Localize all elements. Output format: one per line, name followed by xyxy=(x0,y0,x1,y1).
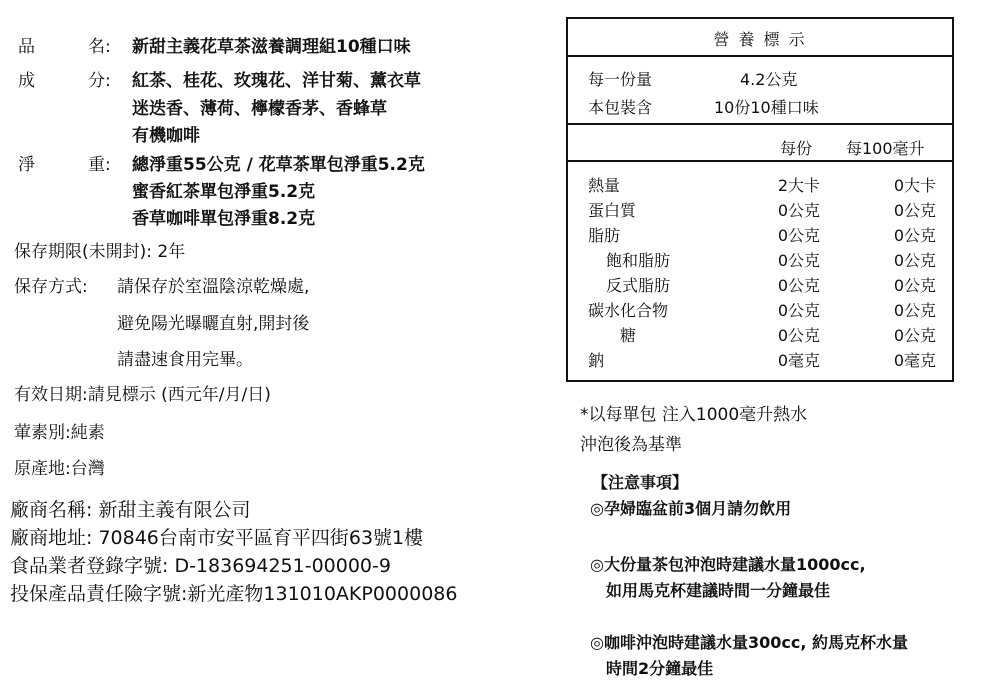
nutrient-per-serving: 0公克 xyxy=(777,276,820,295)
storage-line: 避免陽光曝曬直射,開封後 xyxy=(117,314,310,334)
notice-item: ◎孕婦臨盆前3個月請勿飲用 xyxy=(590,499,792,518)
nutrition-title: 營 養 標 示 xyxy=(713,30,807,49)
nutrient-name: 熱量 xyxy=(588,176,621,195)
col-header-per-serving: 每份 xyxy=(780,139,813,158)
nutrient-name: 糖 xyxy=(620,326,637,345)
footnote-line: *以每單包 注入1000毫升熱水 xyxy=(580,405,808,425)
notice-item-continued: 如用馬克杯建議時間一分鐘最佳 xyxy=(606,581,831,600)
net-weight-line: 香草咖啡單包淨重8.2克 xyxy=(132,209,316,229)
divider xyxy=(568,160,952,162)
ingredients-line: 紅茶、桂花、玫瑰花、洋甘菊、薰衣草 xyxy=(132,71,421,91)
storage-label: 保存方式: xyxy=(14,277,88,297)
ingredients-label-a: 成 xyxy=(18,71,35,91)
nutrient-per-serving: 0公克 xyxy=(777,301,820,320)
package-label: 本包裝含 xyxy=(588,98,653,117)
net-weight-line: 總淨重55公克 / 花草茶單包淨重5.2克 xyxy=(132,155,425,175)
product-name-label-b: 名: xyxy=(88,37,111,57)
nutrient-per-100: 0大卡 xyxy=(893,176,936,195)
nutrient-name: 脂肪 xyxy=(588,226,621,245)
divider xyxy=(568,55,952,57)
notice-item: ◎咖啡沖泡時建議水量300cc, 約馬克杯水量 xyxy=(590,633,908,652)
company-name: 廠商名稱: 新甜主義有限公司 xyxy=(10,499,251,521)
nutrient-per-100: 0公克 xyxy=(893,301,936,320)
nutrient-per-serving: 0公克 xyxy=(777,201,820,220)
ingredients-line: 迷迭香、薄荷、檸檬香茅、香蜂草 xyxy=(132,99,387,119)
nutrient-per-100: 0公克 xyxy=(893,276,936,295)
ingredients-line: 有機咖啡 xyxy=(132,126,200,146)
expiry-date: 有效日期:請見標示 (西元年/月/日) xyxy=(14,385,271,405)
nutrition-table xyxy=(566,17,954,382)
serving-value: 4.2公克 xyxy=(740,70,798,89)
nutrient-per-serving: 0公克 xyxy=(777,226,820,245)
net-weight-line: 蜜香紅茶單包淨重5.2克 xyxy=(132,182,316,202)
origin: 原產地:台灣 xyxy=(14,459,105,479)
net-weight-label-b: 重: xyxy=(88,155,111,175)
diet-type: 葷素別:純素 xyxy=(14,423,105,443)
col-header-per-100: 每100毫升 xyxy=(846,139,925,158)
nutrient-per-100: 0公克 xyxy=(893,251,936,270)
product-name-value: 新甜主義花草茶滋養調理組10種口味 xyxy=(132,37,411,57)
nutrient-per-100: 0公克 xyxy=(893,326,936,345)
divider xyxy=(568,123,952,125)
footnote-line: 沖泡後為基準 xyxy=(580,435,682,455)
notice-item: ◎大份量茶包沖泡時建議水量1000cc, xyxy=(590,555,866,574)
serving-label: 每一份量 xyxy=(588,70,653,89)
nutrient-per-100: 0公克 xyxy=(893,226,936,245)
net-weight-label-a: 淨 xyxy=(18,155,35,175)
nutrient-per-serving: 0公克 xyxy=(777,326,820,345)
company-insurance: 投保產品責任險字號:新光產物131010AKP0000086 xyxy=(10,583,458,605)
notice-item-continued: 時間2分鐘最佳 xyxy=(606,659,714,678)
shelf-life: 保存期限(未開封): 2年 xyxy=(14,242,186,262)
company-registration: 食品業者登錄字號: D-183694251-00000-9 xyxy=(10,555,391,577)
nutrient-name: 蛋白質 xyxy=(588,201,637,220)
nutrient-per-100: 0毫克 xyxy=(893,351,936,370)
company-address: 廠商地址: 70846台南市安平區育平四街63號1樓 xyxy=(10,527,424,549)
storage-line: 請盡速食用完畢。 xyxy=(117,350,253,370)
nutrient-per-serving: 2大卡 xyxy=(777,176,820,195)
nutrient-per-serving: 0公克 xyxy=(777,251,820,270)
package-value: 10份10種口味 xyxy=(714,98,819,117)
ingredients-label-b: 分: xyxy=(88,71,111,91)
nutrient-per-100: 0公克 xyxy=(893,201,936,220)
nutrient-name: 飽和脂肪 xyxy=(606,251,671,270)
storage-line: 請保存於室溫陰涼乾燥處, xyxy=(117,277,310,297)
notice-title: 【注意事項】 xyxy=(592,473,689,492)
nutrient-name: 反式脂肪 xyxy=(606,276,671,295)
nutrient-per-serving: 0毫克 xyxy=(777,351,820,370)
product-name-label-a: 品 xyxy=(18,37,35,57)
nutrient-name: 碳水化合物 xyxy=(588,301,669,320)
nutrient-name: 鈉 xyxy=(588,351,605,370)
